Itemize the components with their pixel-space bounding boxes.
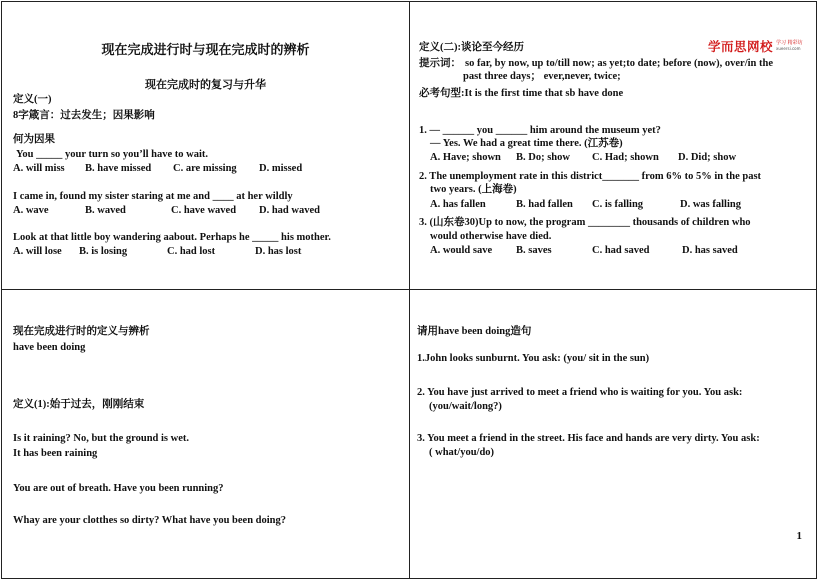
cause-effect-heading: 何为因果 <box>13 134 55 145</box>
exercise-2: 2. You have just arrived to meet a friend who is waiting for you. You ask: <box>417 387 743 398</box>
option: C. have waved <box>171 205 237 216</box>
option: C. Had; shown <box>592 152 659 163</box>
question-1-reply: — Yes. We had a great time there. (江苏卷) <box>430 138 623 149</box>
option: D. was falling <box>680 199 741 210</box>
pattern-text: It is the first time that sb have done <box>464 88 624 99</box>
option: A. wave <box>13 205 49 216</box>
question-3: 3. (山东卷30)Up to now, the program ________ thousands of children who <box>419 217 751 228</box>
option: B. Do; show <box>516 152 570 163</box>
slide-panel-bottom-right <box>409 289 817 579</box>
motto-line: 8字箴言：过去发生；因果影响 <box>13 110 155 121</box>
option: A. Have; shown <box>430 152 501 163</box>
exercise-heading: 请用have been doing造句 <box>417 326 532 337</box>
option: C. is falling <box>592 199 644 210</box>
exercise-3-prompt: ( what/you/do) <box>429 447 495 458</box>
hint-words-continued: past three days； ever,never, twice; <box>463 71 621 82</box>
option: D. has lost <box>255 246 302 257</box>
option: D. missed <box>259 163 303 174</box>
exercise-1: 1.John looks sunburnt. You ask: (you/ sit in the sun) <box>417 353 650 364</box>
option: A. would save <box>430 245 493 256</box>
page-number: 1 <box>796 530 802 542</box>
option: B. saves <box>516 245 552 256</box>
example-1: Is it raining? No, but the ground is wet. <box>13 433 189 444</box>
example-1-answer: It has been raining <box>13 448 98 459</box>
hint-words-line <box>419 58 773 70</box>
question-2: I came in, found my sister staring at me and ____ at her wildly <box>13 191 293 202</box>
slide-panel-bottom-left <box>1 289 410 579</box>
option: C. are missing <box>173 163 237 174</box>
hint-words: so far, by now, up to/till now; as yet;to date; before (now), over/in the <box>465 58 773 69</box>
option: B. waved <box>85 205 126 216</box>
question-3-continued: would otherwise have died. <box>430 231 552 242</box>
example-2: You are out of breath. Have you been running? <box>13 483 224 494</box>
option: A. will lose <box>13 246 62 257</box>
definition-two-label: 定义(二):谈论至今经历 <box>419 42 524 53</box>
option: D. Did; show <box>678 152 737 163</box>
slide-subtitle: 现在完成时的复习与升华 <box>145 79 266 91</box>
definition-one-label: 定义(1):始于过去，刚刚结束 <box>13 399 145 410</box>
logo-wordmark: 学而思网校 <box>708 39 774 54</box>
exercise-3: 3. You meet a friend in the street. His face and hands are very dirty. You ask: <box>417 433 760 444</box>
question-1: 1. — ______ you ______ him around the museum yet? <box>419 125 661 136</box>
question-1: You _____ your turn so you’ll have to wait. <box>16 149 209 160</box>
option: D. has saved <box>682 245 738 256</box>
example-3: Whay are your clotthes so dirty? What have you been doing? <box>13 515 287 526</box>
option: A. has fallen <box>430 199 486 210</box>
logo-url: xueersi.com <box>776 46 801 51</box>
option: B. is losing <box>79 246 128 257</box>
brand-logo <box>708 40 803 56</box>
option: A. will miss <box>13 163 65 174</box>
definition-one-label: 定义(一) <box>13 94 52 105</box>
question-2: 2. The unemployment rate in this district_______ from 6% to 5% in the past <box>419 171 762 182</box>
pattern-label: 必考句型: <box>419 88 465 99</box>
slide-panel-top-right <box>409 1 817 290</box>
slide-title: 现在完成进行时与现在完成时的辨析 <box>101 42 310 57</box>
section-heading: 现在完成进行时的定义与辨析 <box>13 326 150 337</box>
must-know-pattern <box>419 88 623 100</box>
option: C. had lost <box>167 246 216 257</box>
option: C. had saved <box>592 245 650 256</box>
exercise-2-prompt: (you/wait/long?) <box>429 401 502 412</box>
question-2-continued: two years. (上海卷) <box>430 184 517 195</box>
hint-label: 提示词： <box>419 58 461 69</box>
question-3: Look at that little boy wandering aabout. Perhaps he _____ his mother. <box>13 232 331 243</box>
slide-panel-top-left <box>1 1 410 290</box>
tense-form: have been doing <box>13 342 86 353</box>
option: D. had waved <box>259 205 320 216</box>
option: B. had fallen <box>516 199 573 210</box>
option: B. have missed <box>85 163 152 174</box>
logo-tagline: 学习 精彩坊 <box>776 40 803 46</box>
